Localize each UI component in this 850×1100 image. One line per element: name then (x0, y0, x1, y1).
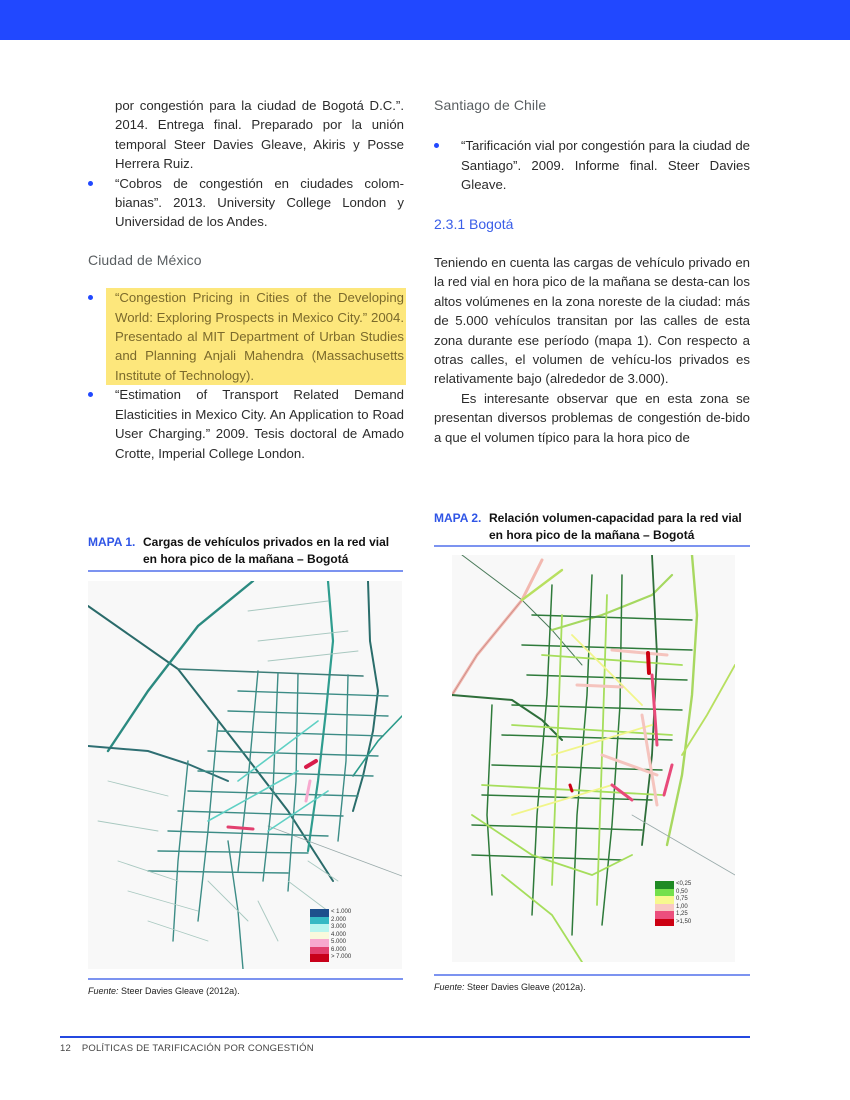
legend-swatch (655, 889, 674, 897)
section-heading-bogota: 2.3.1 Bogotá (434, 215, 514, 232)
legend-label: 6.000 (331, 946, 347, 953)
reference-text: “Tarificación vial por congestión para la ciudad de Santiago”. 2009. Informe final. Steer Davies Gleave. (461, 138, 750, 193)
reference-text: “Estimation of Transport Related Demand Elasticities in Mexico City. An Application to Road User Charging.” 2009. Tesis doctoral de Amado Crotte, Imperial College London. (115, 387, 404, 461)
legend-item (310, 924, 351, 932)
legend-swatch (310, 932, 329, 940)
road-network-map (452, 555, 735, 962)
left-column (88, 96, 404, 463)
bullet-icon (434, 143, 439, 148)
header-band (0, 0, 850, 40)
legend-swatch (310, 947, 329, 955)
figure-map-1 (88, 534, 403, 996)
legend-item (310, 939, 351, 947)
figure-label: MAPA 1. (88, 535, 136, 549)
legend-swatch (655, 904, 674, 912)
legend-item (310, 954, 351, 962)
figure-title (434, 510, 750, 544)
source-text: Steer Davies Gleave (2012a). (118, 986, 240, 996)
legend-item (310, 917, 351, 925)
figure-rule-bottom (88, 978, 403, 980)
legend-swatch (310, 909, 329, 917)
legend-swatch (655, 896, 674, 904)
reference-santiago-1 (434, 136, 750, 194)
legend-label: >1,50 (676, 918, 692, 925)
paragraph-2: Es interesante observar que en esta zona se presentan diversos problemas de congestión de-bido a que el volumen típico para la hora pico de (434, 390, 750, 445)
source-text: Steer Davies Gleave (2012a). (464, 982, 586, 992)
map-legend (655, 881, 691, 926)
legend-item (655, 911, 691, 919)
reference-bogota-2 (88, 174, 404, 232)
legend-label: 3.000 (331, 924, 347, 930)
bullet-icon (88, 392, 93, 397)
figure-source (434, 982, 750, 992)
legend-label: 0,75 (676, 896, 688, 902)
source-label: Fuente: (434, 982, 465, 992)
legend-label: 1,25 (676, 911, 688, 917)
legend-label: < 1.000 (331, 909, 352, 915)
legend-label: 1,00 (676, 903, 688, 910)
legend-item (655, 904, 691, 912)
figure-label: MAPA 2. (434, 511, 482, 525)
figure-title-text: Cargas de vehículos privados en la red vial en hora pico de la mañana – Bogotá (143, 535, 390, 566)
legend-label: 5.000 (331, 939, 347, 945)
page-number: 12 (60, 1043, 71, 1054)
legend-item (310, 947, 351, 955)
source-label: Fuente: (88, 986, 119, 996)
figure-rule-top (88, 570, 403, 572)
legend-swatch (310, 917, 329, 925)
legend-item (655, 896, 691, 904)
running-title: POLÍTICAS DE TARIFICACIÓN POR CONGESTIÓN (81, 1043, 314, 1054)
subheading-mexico: Ciudad de México (88, 251, 202, 268)
reference-text: “Cobros de congestión en ciudades colom-bianas”. 2013. University College London y Universidad de los Andes. (115, 175, 404, 230)
bullet-icon (88, 295, 93, 300)
right-column (434, 96, 750, 447)
figure-rule-bottom (434, 974, 750, 976)
map-legend (310, 909, 351, 962)
legend-label: > 7.000 (331, 954, 352, 960)
legend-swatch (655, 881, 674, 889)
legend-swatch (310, 924, 329, 932)
legend-label: 2.000 (331, 916, 347, 923)
page-footer (60, 1043, 314, 1054)
figure-map-2 (434, 510, 750, 992)
reference-mexico-2 (88, 385, 404, 463)
legend-label: <0,25 (676, 881, 692, 887)
legend-item (655, 919, 691, 927)
bullet-icon (88, 181, 93, 186)
legend-item (310, 909, 351, 917)
legend-label: 0,50 (676, 888, 688, 895)
figure-title (88, 534, 403, 568)
legend-swatch (310, 939, 329, 947)
subheading-santiago: Santiago de Chile (434, 97, 547, 113)
highlighted-reference: “Congestion Pricing in Cities of the Developing World: Exploring Prospects in Mexico City.” 2004. Presentado al MIT Department of Urban Studies and Planning Anjali Mahendra (Massachusetts Institute of Technology). (106, 288, 406, 385)
reference-mexico-1 (88, 288, 404, 385)
legend-swatch (310, 954, 329, 962)
figure-rule-top (434, 545, 750, 547)
map-vehicle-loads (88, 581, 402, 969)
legend-swatch (655, 911, 674, 919)
legend-item (655, 889, 691, 897)
figure-source (88, 986, 403, 996)
legend-item (655, 881, 691, 889)
legend-item (310, 932, 351, 940)
legend-swatch (655, 919, 674, 927)
reference-bogota-continuation: por congestión para la ciudad de Bogotá D.C.”. 2014. Entrega final. Preparado por la unión temporal Steer Davies Gleave, Akiris y Posse Herrera Ruiz. (115, 98, 404, 172)
road-network-map (88, 581, 402, 969)
footer-rule (60, 1036, 750, 1038)
paragraph-1: Teniendo en cuenta las cargas de vehículo privado en la red vial en hora pico de la mañana se desta-can los altos volúmenes en la zona noreste de la ciudad: más de 5.000 vehículos transitan por las calles de esta zona durante ese período (mapa 1). Con respecto a otras calles, el volumen de vehícu-los privados es relativamente bajo (alrededor de 3.000). (434, 255, 750, 387)
figure-title-text: Relación volumen-capacidad para la red vial en hora pico de la mañana – Bogotá (489, 511, 742, 542)
map-volume-capacity (452, 555, 735, 962)
legend-label: 4.000 (331, 931, 347, 938)
